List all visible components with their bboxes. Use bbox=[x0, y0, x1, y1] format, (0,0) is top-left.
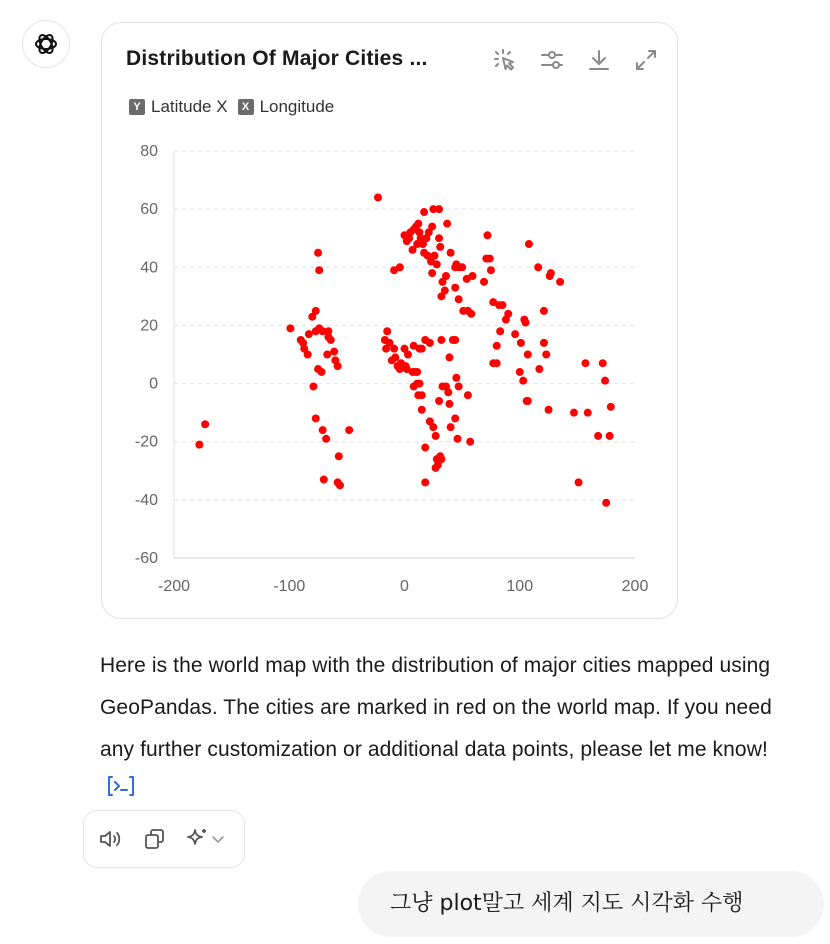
y-tick-label: 80 bbox=[140, 143, 158, 160]
city-point bbox=[201, 420, 209, 428]
city-point bbox=[437, 455, 445, 463]
city-point bbox=[540, 339, 548, 347]
message-actions bbox=[83, 810, 245, 868]
x-tick-label: -200 bbox=[157, 578, 191, 595]
city-point bbox=[493, 342, 501, 350]
city-point bbox=[483, 231, 491, 239]
city-point bbox=[523, 397, 531, 405]
city-point bbox=[581, 359, 589, 367]
city-point bbox=[447, 423, 455, 431]
city-point bbox=[443, 220, 451, 228]
city-point bbox=[540, 307, 548, 315]
city-point bbox=[487, 266, 495, 274]
city-point bbox=[318, 368, 326, 376]
city-point bbox=[428, 269, 436, 277]
city-point bbox=[584, 409, 592, 417]
chevron-down-icon bbox=[210, 831, 226, 847]
city-point bbox=[421, 478, 429, 486]
y-tick-label: -60 bbox=[134, 550, 158, 567]
city-point bbox=[396, 263, 404, 271]
city-point bbox=[607, 403, 615, 411]
city-point bbox=[429, 423, 437, 431]
city-point bbox=[420, 208, 428, 216]
city-point bbox=[441, 287, 449, 295]
y-tick-label: 40 bbox=[140, 259, 158, 277]
city-point bbox=[545, 406, 553, 414]
y-tick-label: 20 bbox=[140, 317, 158, 335]
legend-label-x: Longitude bbox=[259, 97, 335, 116]
city-point bbox=[335, 452, 343, 460]
city-point bbox=[556, 278, 564, 286]
city-point bbox=[432, 432, 440, 440]
city-point bbox=[390, 345, 398, 353]
city-point bbox=[504, 310, 512, 318]
user-message-text: 그냥 plot말고 세계 지도 시각화 수행 bbox=[390, 891, 744, 916]
city-point bbox=[305, 330, 313, 338]
openai-logo-icon bbox=[32, 30, 60, 58]
city-point bbox=[455, 382, 463, 390]
city-point bbox=[421, 444, 429, 452]
city-point bbox=[320, 476, 328, 484]
city-point bbox=[383, 327, 391, 335]
read-aloud-button[interactable] bbox=[98, 827, 126, 851]
city-point bbox=[304, 351, 312, 359]
city-point bbox=[466, 438, 474, 446]
city-point bbox=[315, 266, 323, 274]
code-interpreter-icon bbox=[106, 774, 136, 798]
city-point bbox=[570, 409, 578, 417]
x-tick-label: 0 bbox=[400, 578, 409, 595]
x-tick-label: -100 bbox=[273, 578, 306, 595]
copy-icon bbox=[142, 827, 168, 851]
y-tick-label: -20 bbox=[134, 433, 158, 451]
city-point bbox=[468, 272, 476, 280]
city-point bbox=[452, 374, 460, 382]
sparkle-model-icon bbox=[184, 827, 210, 851]
city-point bbox=[451, 414, 459, 422]
city-point bbox=[418, 391, 426, 399]
city-point bbox=[413, 368, 421, 376]
city-point bbox=[451, 284, 459, 292]
city-point bbox=[435, 397, 443, 405]
city-point bbox=[414, 220, 422, 228]
y-tick-label: -40 bbox=[134, 491, 158, 509]
y-tick-label: 60 bbox=[140, 201, 158, 219]
city-point bbox=[433, 260, 441, 268]
city-point bbox=[480, 278, 488, 286]
city-point bbox=[436, 243, 444, 251]
city-point bbox=[445, 353, 453, 361]
city-point bbox=[524, 351, 532, 359]
city-point bbox=[314, 249, 322, 257]
city-point bbox=[437, 336, 445, 344]
city-point bbox=[547, 269, 555, 277]
city-point bbox=[418, 345, 426, 353]
code-interpreter-link[interactable] bbox=[106, 771, 136, 813]
city-point bbox=[445, 400, 453, 408]
city-point bbox=[426, 339, 434, 347]
city-point bbox=[442, 272, 450, 280]
city-point bbox=[455, 295, 463, 303]
scatter-chart bbox=[102, 23, 679, 620]
city-point bbox=[601, 377, 609, 385]
city-point bbox=[606, 432, 614, 440]
city-point bbox=[327, 336, 335, 344]
city-point bbox=[519, 377, 527, 385]
city-point bbox=[336, 481, 344, 489]
legend-key-y: Y bbox=[129, 99, 145, 115]
city-point bbox=[435, 205, 443, 213]
city-point bbox=[525, 240, 533, 248]
user-message bbox=[358, 871, 824, 937]
city-point bbox=[312, 307, 320, 315]
city-point bbox=[374, 194, 382, 202]
read-aloud-icon bbox=[98, 827, 126, 851]
city-point bbox=[334, 362, 342, 370]
assistant-message-text: Here is the world map with the distribution of major cities mapped using GeoPandas. The cities are marked in red on the world map. If you need any further customization or additional data points, please let me know! bbox=[100, 654, 772, 761]
y-tick-label: 0 bbox=[149, 375, 158, 393]
city-point bbox=[517, 339, 525, 347]
city-point bbox=[458, 263, 466, 271]
city-point bbox=[330, 348, 338, 356]
city-point bbox=[467, 310, 475, 318]
city-point bbox=[575, 478, 583, 486]
city-point bbox=[493, 359, 501, 367]
city-point bbox=[602, 499, 610, 507]
model-switch-button[interactable] bbox=[184, 827, 226, 851]
city-point bbox=[430, 252, 438, 260]
copy-button[interactable] bbox=[142, 827, 168, 851]
city-point bbox=[542, 351, 550, 359]
legend-key-x: X bbox=[238, 99, 254, 115]
city-point bbox=[447, 249, 455, 257]
city-point bbox=[522, 319, 530, 327]
city-point bbox=[319, 426, 327, 434]
city-point bbox=[486, 255, 494, 263]
city-point bbox=[464, 391, 472, 399]
city-point bbox=[599, 359, 607, 367]
city-point bbox=[511, 330, 519, 338]
x-tick-label: 200 bbox=[621, 578, 649, 595]
city-point bbox=[496, 327, 504, 335]
chart-title: Distribution Of Major Cities ... bbox=[126, 47, 428, 70]
city-point bbox=[286, 324, 294, 332]
city-point bbox=[404, 351, 412, 359]
city-point bbox=[428, 223, 436, 231]
city-point bbox=[498, 301, 506, 309]
chart-card bbox=[101, 22, 678, 619]
assistant-message bbox=[100, 645, 800, 813]
x-tick-label: 100 bbox=[506, 578, 534, 595]
city-point bbox=[594, 432, 602, 440]
assistant-avatar bbox=[22, 20, 70, 68]
city-point bbox=[391, 353, 399, 361]
city-point bbox=[418, 406, 426, 414]
city-point bbox=[435, 234, 443, 242]
city-point bbox=[312, 414, 320, 422]
city-point bbox=[309, 382, 317, 390]
city-point bbox=[345, 426, 353, 434]
city-point bbox=[454, 435, 462, 443]
city-point bbox=[534, 263, 542, 271]
city-point bbox=[516, 368, 524, 376]
city-point bbox=[451, 336, 459, 344]
city-point bbox=[415, 380, 423, 388]
city-point bbox=[535, 365, 543, 373]
city-point bbox=[195, 441, 203, 449]
city-point bbox=[322, 435, 330, 443]
city-point bbox=[323, 351, 331, 359]
legend-label-y: Latitude X bbox=[151, 97, 228, 116]
city-point bbox=[444, 388, 452, 396]
